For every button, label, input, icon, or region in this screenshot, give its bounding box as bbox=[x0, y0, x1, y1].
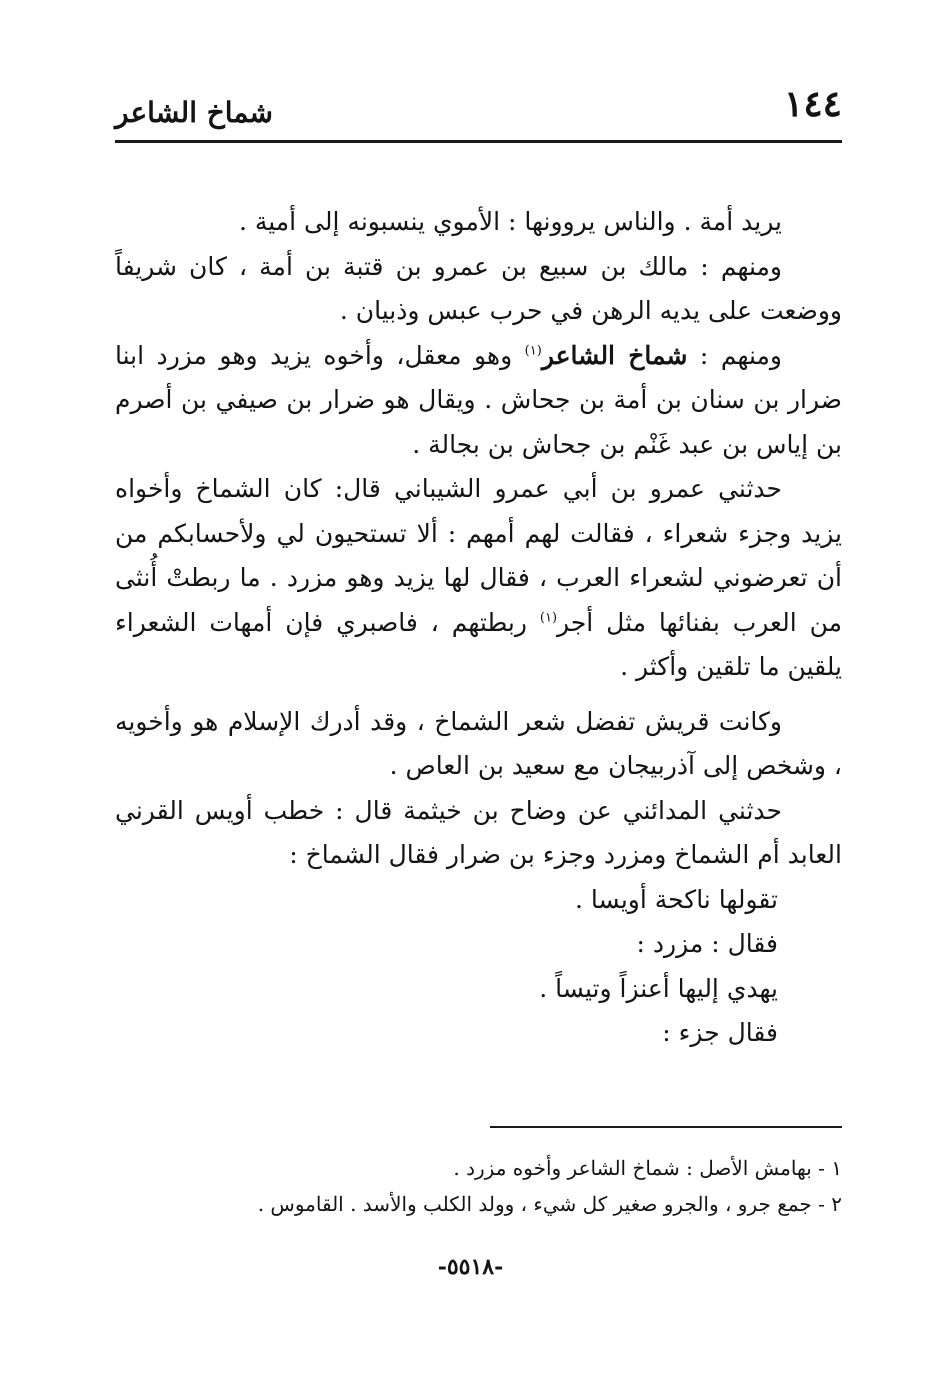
footnote-ref-2: (١) bbox=[539, 610, 558, 626]
header-rule bbox=[115, 140, 842, 143]
footnote-rule bbox=[490, 1126, 842, 1128]
paragraph-4-part-2: ربطتهم ، فاصبري فإن أمهات الشعراء يلقين ما تلقين وأكثر . bbox=[115, 607, 842, 681]
poet-name: شماخ الشاعر bbox=[541, 340, 688, 370]
folio-number: -٥٥١٨- bbox=[437, 1254, 504, 1280]
page-number: ١٤٤ bbox=[783, 83, 842, 125]
verse-line-2: فقال : مزرد : bbox=[636, 929, 778, 958]
verse-line-1: تقولها ناكحة أويسا . bbox=[575, 884, 778, 914]
paragraph-1: يريد أمة . والناس يروونها : الأموي ينسبونه إلى أمية . bbox=[238, 207, 782, 236]
footnote-2: ٢ - جمع جرو ، والجرو صغير كل شيء ، وولد الكلب والأسد . القاموس . bbox=[257, 1192, 842, 1216]
paragraph-5: وكانت قريش تفضل شعر الشماخ ، وقد أدرك الإسلام هو وأخويه ، وشخص إلى آذربيجان مع سعيد بن العاص . bbox=[115, 706, 842, 780]
paragraph-4 bbox=[115, 467, 842, 690]
main-text bbox=[115, 200, 842, 1056]
paragraph-2: ومنهم : مالك بن سبيع بن عمرو بن قتبة بن أمة ، كان شريفاً ووضعت على يديه الرهن في حرب عبس وذبيان . bbox=[115, 251, 842, 325]
paragraph-3-rest: وهو معقل، وأخوه يزيد وهو مزرد ابنا ضرار بن سنان بن أمة بن جحاش . ويقال هو ضرار بن صيفي بن أصرم بن إياس بن عبد غَنْم بن جحاش بن بجالة . bbox=[115, 340, 842, 459]
paragraph-3-lead: ومنهم : bbox=[699, 340, 783, 370]
paragraph-4-part-1: حدثني عمرو بن أبي عمرو الشيباني قال: كان الشماخ وأخواه يزيد وجزء شعراء ، فقالت لهم أمهم : ألا تستحيون لي ولأحسابكم من أن تعرضوني لشعراء العرب ، فقال لها يزيد وهو مزرد . ما ربطتْ أُنثى من العرب بفنائها مثل أجر bbox=[115, 474, 843, 637]
paragraph-3 bbox=[115, 334, 842, 468]
verse-line-3: يهدي إليها أعنزاً وتيساً . bbox=[539, 973, 778, 1003]
running-title: شماخ الشاعر bbox=[115, 96, 273, 129]
footnote-1: ١ - بهامش الأصل : شماخ الشاعر وأخوه مزرد . bbox=[453, 1156, 842, 1180]
footnote-ref-1: (١) bbox=[524, 343, 542, 359]
page-header bbox=[115, 78, 842, 148]
paragraph-6: حدثني المدائني عن وضاح بن خيثمة قال : خطب أويس القرني العابد أم الشماخ ومزرد وجزء بن ضرار فقال الشماخ : bbox=[115, 795, 842, 869]
footnotes bbox=[115, 1150, 842, 1222]
verse-line-4: فقال جزء : bbox=[662, 1018, 778, 1047]
